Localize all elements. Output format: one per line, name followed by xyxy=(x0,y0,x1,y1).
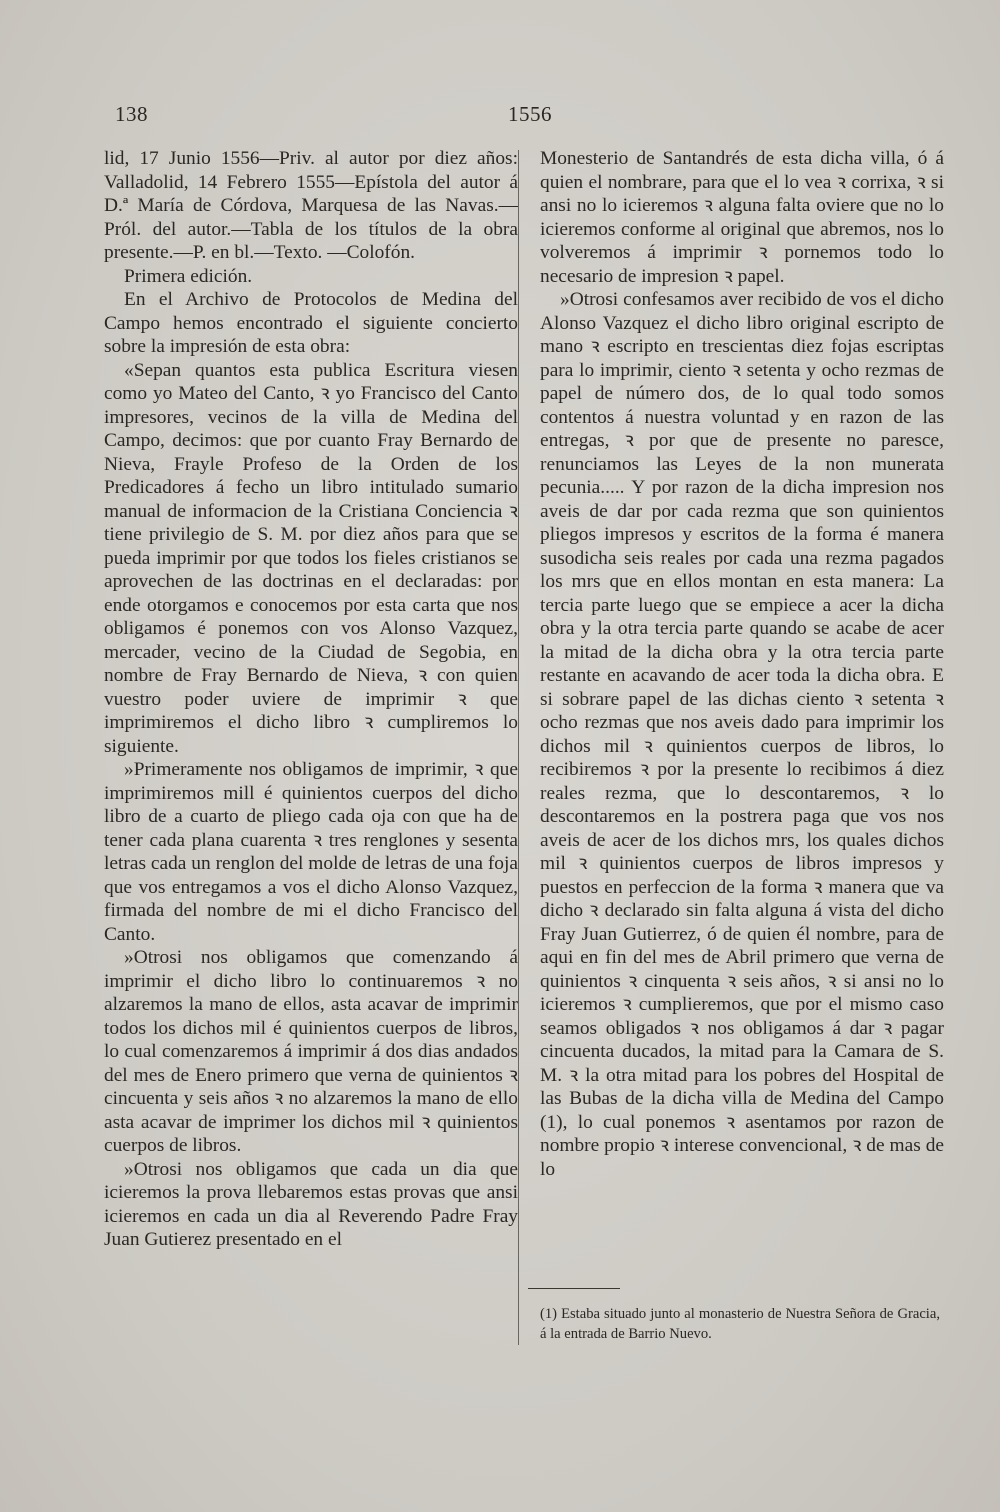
paragraph: En el Archivo de Protocolos de Medina del Campo hemos encontrado el siguiente concierto sobre la impresión de esta obra: xyxy=(104,289,518,357)
paragraph: «Sepan quantos esta publica Escritura viesen como yo Mateo del Canto, ꝛ yo Francisco del Canto impresores, vecinos de la villa de Medina del Campo, decimos: que por cuanto Fray Bernardo de Nieva, Frayle Profeso de la Orden de los Predicadores á fecho un libro intitulado sumario manual de informacion de la Cristiana Conciencia ꝛ tiene privilegio de S. M. por diez años para que se pueda imprimir por que todos los fieles cristianos se aprovechen de las doctrinas en el declaradas: por ende otorgamos e conocemos por esta carta que nos obligamos é ponemos con vos Alonso Vazquez, mercader, vecino de la Ciudad de Segobia, en nombre de Fray Bernardo de Nieva, ꝛ con quien vuestro poder uviere de imprimir ꝛ que imprimiremos el dicho libro ꝛ cumpliremos lo siguiente. xyxy=(104,359,518,757)
paragraph: lid, 17 Junio 1556—Priv. al autor por diez años: Valladolid, 14 Febrero 1555—Epístola del autor á D.ª María de Córdova, Marquesa de las Navas.—Pról. del autor.—Tabla de los títulos de la obra presente.—P. en bl.—Texto. —Colofón. xyxy=(104,148,518,263)
paragraph: »Otrosi nos obligamos que cada un dia que icieremos la prova llebaremos estas provas que ansi icieremos en cada un dia al Reverendo Padre Fray Juan Gutierez presentado en el xyxy=(104,1158,518,1250)
running-head-year: 1556 xyxy=(508,102,552,126)
left-column xyxy=(104,147,518,1252)
paragraph: »Otrosi nos obligamos que comenzando á imprimir el dicho libro lo continuaremos ꝛ no alzaremos la mano de ellos, asta acavar de imprimir todos los dichos mil é quinientos cuerpos de libros, lo cual comenzaremos á imprimir á dos dias andados del mes de Enero primero que verna de quinientos ꝛ cincuenta y seis años ꝛ no alzaremos la mano de ello asta acavar de imprimer los dichos mil ꝛ quinientos cuerpos de libros. xyxy=(104,947,518,1156)
page-number: 138 xyxy=(115,102,148,126)
column-divider xyxy=(518,150,519,1345)
footnote-rule xyxy=(528,1288,620,1289)
paragraph: Monesterio de Santandrés de esta dicha villa, ó á quien el nombrare, para que el lo vea ꝛ corrixa, ꝛ si ansi no lo icieremos ꝛ alguna falta oviere que no lo icieremos conforme al original que abremos, nos lo volveremos á imprimir ꝛ pornemos todo lo necesario de impresion ꝛ papel. xyxy=(540,148,944,287)
right-column xyxy=(540,147,944,1181)
paragraph: »Otrosi confesamos aver recibido de vos el dicho Alonso Vazquez el dicho libro original escripto de mano ꝛ escripto en trescientas diez fojas escriptas para lo imprimir, ciento ꝛ setenta y ocho rezmas de papel de número dos, de lo qual todo somos contentos á nuestra voluntad y en razon de las entregas, ꝛ por que de presente no paresce, renunciamos las Leyes de la non munerata pecunia..... Y por razon de la dicha impresion nos aveis de dar por cada rezma que son quinientos pliegos impresos y escritos de la forma é manera susodicha seis reales por cada una rezma pagados los mrs que en ellos montan en esta manera: La tercia parte luego que se empiece a acer la dicha obra y la otra tercia parte quando se acabe de acer la mitad de la dicha obra y la otra tercia parte restante en acavando de acer toda la dicha obra. E si sobrare papel de las dichas ciento ꝛ setenta ꝛ ocho rezmas que nos aveis dado para imprimir los dichos mil ꝛ quinientos cuerpos de libros, lo recibiremos ꝛ por la presente lo recibimos á diez reales rezma, que lo descontaremos, ꝛ lo descontaremos en la postrera paga que vos nos aveis de acer de los dichos mrs, los quales dichos mil ꝛ quinientos cuerpos de libros impresos y puestos en perfeccion de la forma ꝛ manera que va dicho ꝛ declarado sin falta alguna á vista del dicho Fray Juan Gutierrez, ó de quien él nombre, para de aqui en fin del mes de Abril primero que verna de quinientos ꝛ cinquenta ꝛ seis años, ꝛ si ansi no lo icieremos ꝛ cumplieremos, que por el mismo caso seamos obligados ꝛ nos obligamos á dar ꝛ pagar cincuenta ducados, la mitad para la Camara de S. M. ꝛ la otra mitad para los pobres del Hospital de las Bubas de la dicha villa de Medina del Campo (1), lo cual ponemos ꝛ asentamos por razon de nombre propio ꝛ interese convencional, ꝛ de mas de lo xyxy=(540,289,944,1180)
footnote: (1) Estaba situado junto al monasterio de Nuestra Señora de Gracia, á la entrada de Barrio Nuevo. xyxy=(540,1306,940,1342)
paragraph: Primera edición. xyxy=(124,265,253,287)
paragraph: »Primeramente nos obligamos de imprimir, ꝛ que imprimiremos mill é quinientos cuerpos del dicho libro de a cuarto de pliego cada oja con que ha de tener cada plana cuarenta ꝛ tres renglones y sesenta letras cada un renglon del molde de letras de una foja que vos entregamos a vos el dicho Alonso Vazquez, firmada del nombre de mi el dicho Francisco del Canto. xyxy=(104,759,518,945)
